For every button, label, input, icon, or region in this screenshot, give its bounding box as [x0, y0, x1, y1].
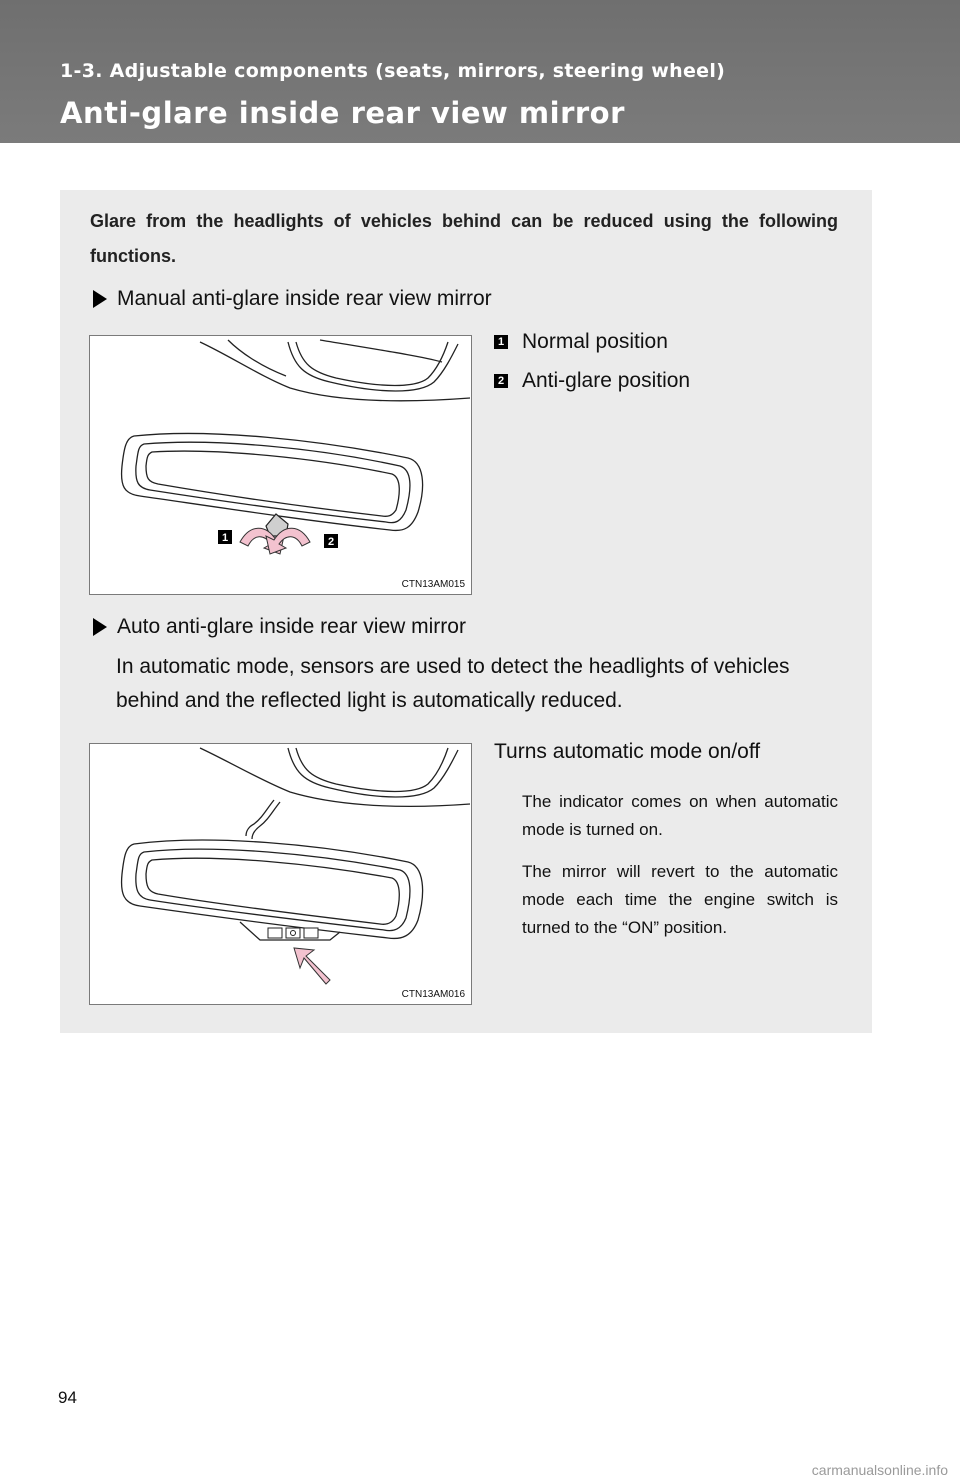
manual-mirror-figure	[89, 335, 472, 595]
figure-code: CTN13AM015	[401, 579, 465, 590]
auto-control-label: Turns automatic mode on/off	[494, 740, 761, 763]
manual-mirror-illustration	[90, 336, 471, 594]
auto-note-revert: The mirror will revert to the automatic mode each time the engine switch is turned to the “ON” position.	[522, 862, 838, 937]
intro-text: Glare from the headlights of vehicles behind can be reduced using the following functions.	[90, 211, 838, 266]
auto-mirror-illustration	[90, 744, 471, 1004]
auto-mirror-heading	[93, 615, 466, 639]
auto-note-indicator: The indicator comes on when automatic mode is turned on.	[522, 792, 838, 839]
legend-item-normal	[494, 330, 668, 354]
manual-mirror-heading-text: Manual anti-glare inside rear view mirror	[117, 287, 492, 310]
legend-item-anti-glare	[494, 369, 690, 393]
manual-mirror-heading	[93, 287, 492, 311]
auto-mirror-figure	[89, 743, 472, 1005]
page-number: 94	[58, 1388, 77, 1407]
section-label: 1-3. Adjustable components (seats, mirrors, steering wheel)	[60, 60, 726, 82]
legend-number-badge: 2	[494, 374, 508, 388]
legend-label: Normal position	[522, 330, 668, 353]
auto-mirror-heading-text: Auto anti-glare inside rear view mirror	[117, 615, 466, 638]
figure-code: CTN13AM016	[401, 989, 465, 1000]
watermark: carmanualsonline.info	[811, 1462, 948, 1478]
legend-label: Anti-glare position	[522, 369, 691, 392]
callout-2-label: 2	[327, 536, 335, 548]
legend-number-badge: 1	[494, 335, 508, 349]
auto-mirror-description: In automatic mode, sensors are used to detect the headlights of vehicles behind and the reflected light is automatically reduced.	[116, 655, 790, 712]
bullet-arrow-icon	[93, 290, 107, 308]
page-title: Anti-glare inside rear view mirror	[60, 96, 625, 130]
callout-1-label: 1	[221, 532, 229, 544]
page-header	[0, 0, 960, 143]
bullet-arrow-icon	[93, 618, 107, 636]
